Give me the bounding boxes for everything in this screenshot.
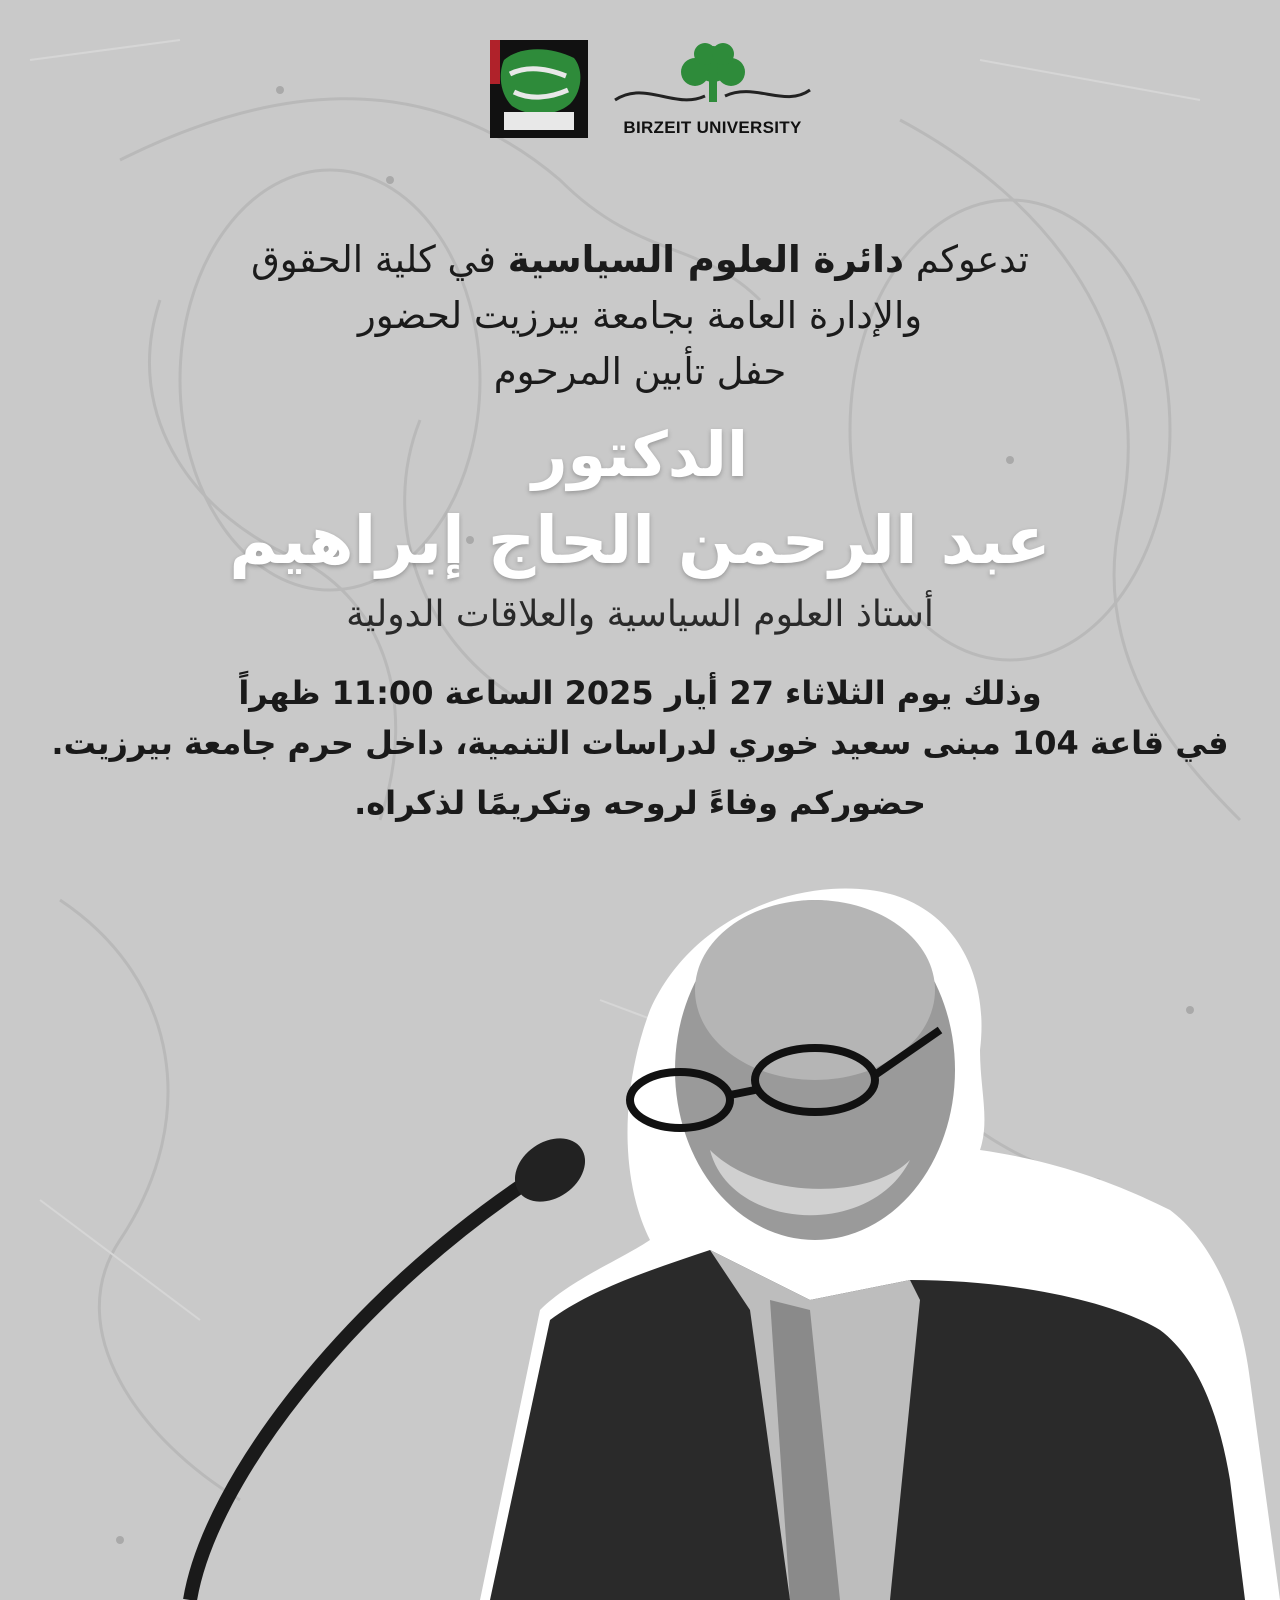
- invitation-line-1: [0, 232, 1280, 288]
- honoree-photo: [150, 880, 1280, 1600]
- invitation-text: [0, 232, 1280, 828]
- honoree-role: أستاذ العلوم السياسية والعلاقات الدولية: [346, 594, 934, 635]
- event-location: في قاعة 104 مبنى سعيد خوري لدراسات التنمية، داخل حرم جامعة بيرزيت.: [51, 724, 1229, 762]
- invitation-line-1-prefix: تدعوكم: [903, 238, 1029, 281]
- invitation-line-3: حفل تأبين المرحوم: [493, 350, 787, 393]
- invitation-line-2: والإدارة العامة بجامعة بيرزيت لحضور: [357, 294, 923, 337]
- honoree-name: عبد الرحمن الحاج إبراهيم: [229, 502, 1051, 579]
- event-datetime: وذلك يوم الثلاثاء 27 أيار 2025 الساعة 11:00 ظهراً: [238, 674, 1042, 712]
- department-name: دائرة العلوم السياسية: [507, 238, 904, 281]
- centenary-logo: [490, 40, 588, 138]
- event-closing: حضوركم وفاءً لروحه وتكريمًا لذكراه.: [354, 784, 926, 822]
- invitation-line-1-suffix: في كلية الحقوق: [251, 238, 508, 281]
- honoree-title: الدكتور: [531, 418, 749, 491]
- university-name-en: BIRZEIT UNIVERSITY: [623, 118, 802, 137]
- logo-bar: [0, 40, 1280, 140]
